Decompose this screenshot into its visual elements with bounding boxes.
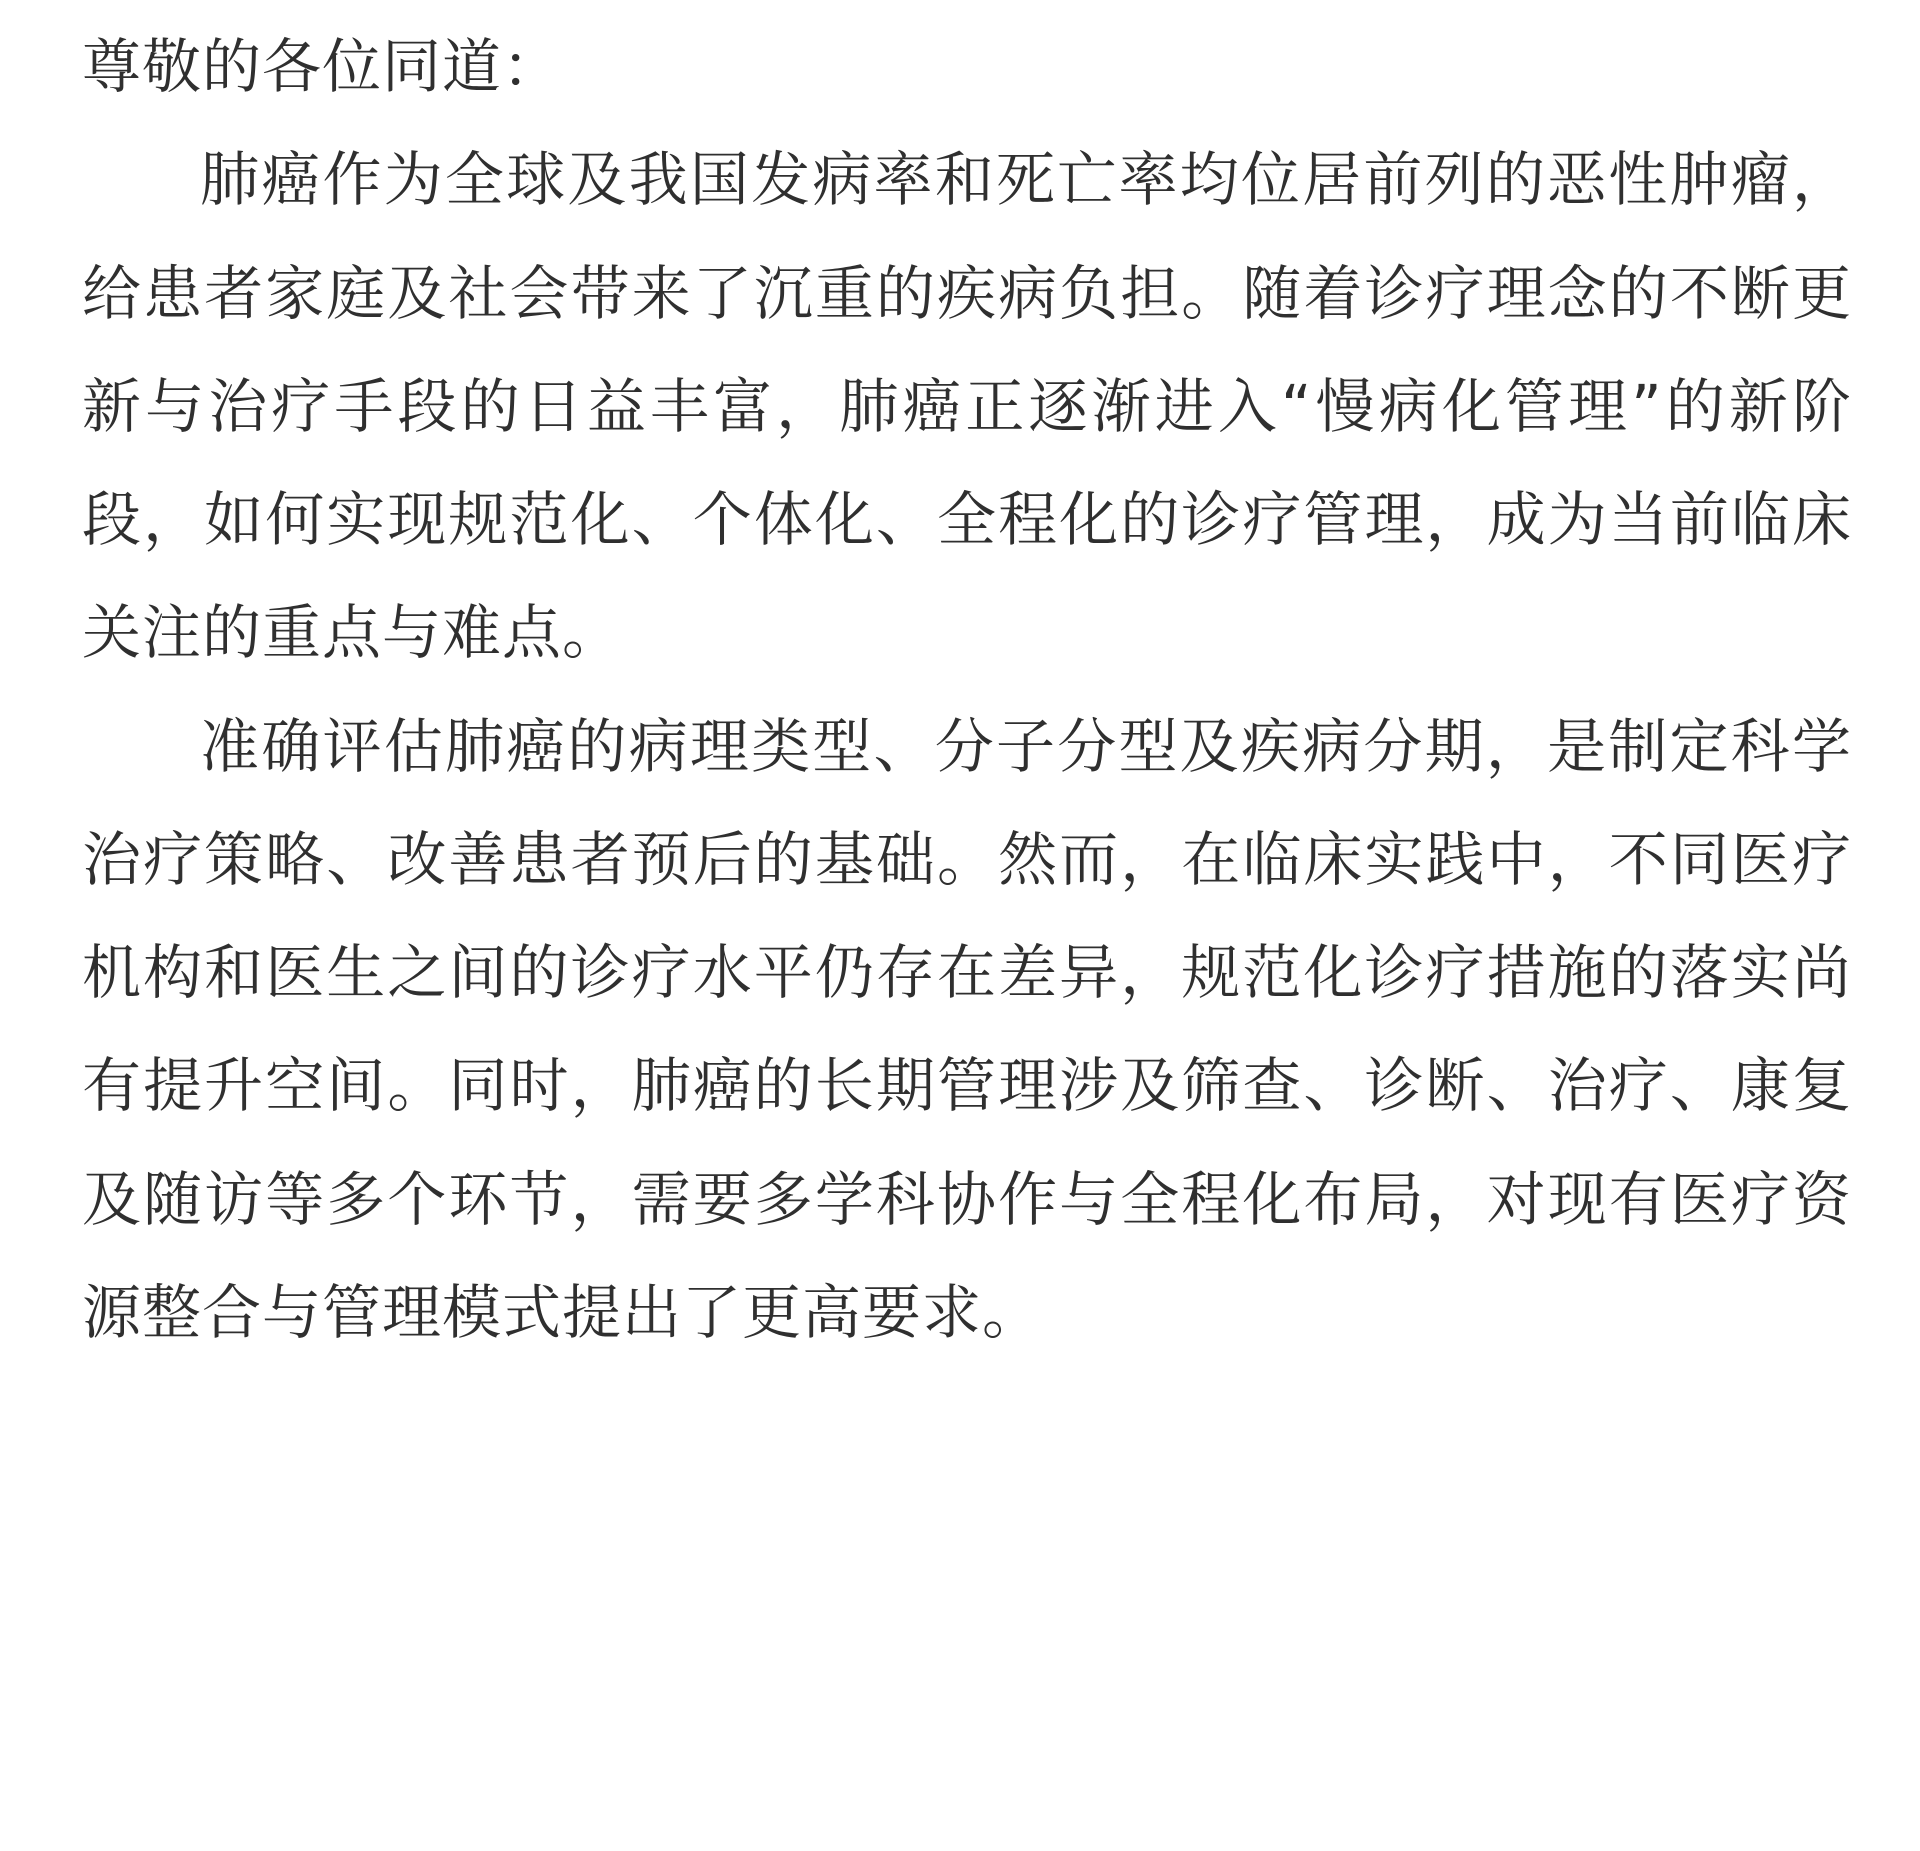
letter-body bbox=[82, 10, 1852, 1369]
salutation: 尊敬的各位同道： bbox=[82, 32, 563, 101]
paragraph-2: 准确评估肺癌的病理类型、分子分型及疾病分期，是制定科学治疗策略、改善患者预后的基础。然而，在临床实践中，不同医疗机构和医生之间的诊疗水平仍存在差异，规范化诊疗措施的落实尚有提升空间。同时，肺癌的长期管理涉及筛查、诊断、治疗、康复及随访等多个环节，需要多学科协作与全程化布局，对现有医疗资源整合与管理模式提出了更高要求。 bbox=[82, 711, 1852, 1347]
paragraph-1: 肺癌作为全球及我国发病率和死亡率均位居前列的恶性肿瘤，给患者家庭及社会带来了沉重的疾病负担。随着诊疗理念的不断更新与治疗手段的日益丰富，肺癌正逐渐进入“慢病化管理”的新阶段，如何实现规范化、个体化、全程化的诊疗管理，成为当前临床关注的重点与难点。 bbox=[82, 145, 1852, 668]
